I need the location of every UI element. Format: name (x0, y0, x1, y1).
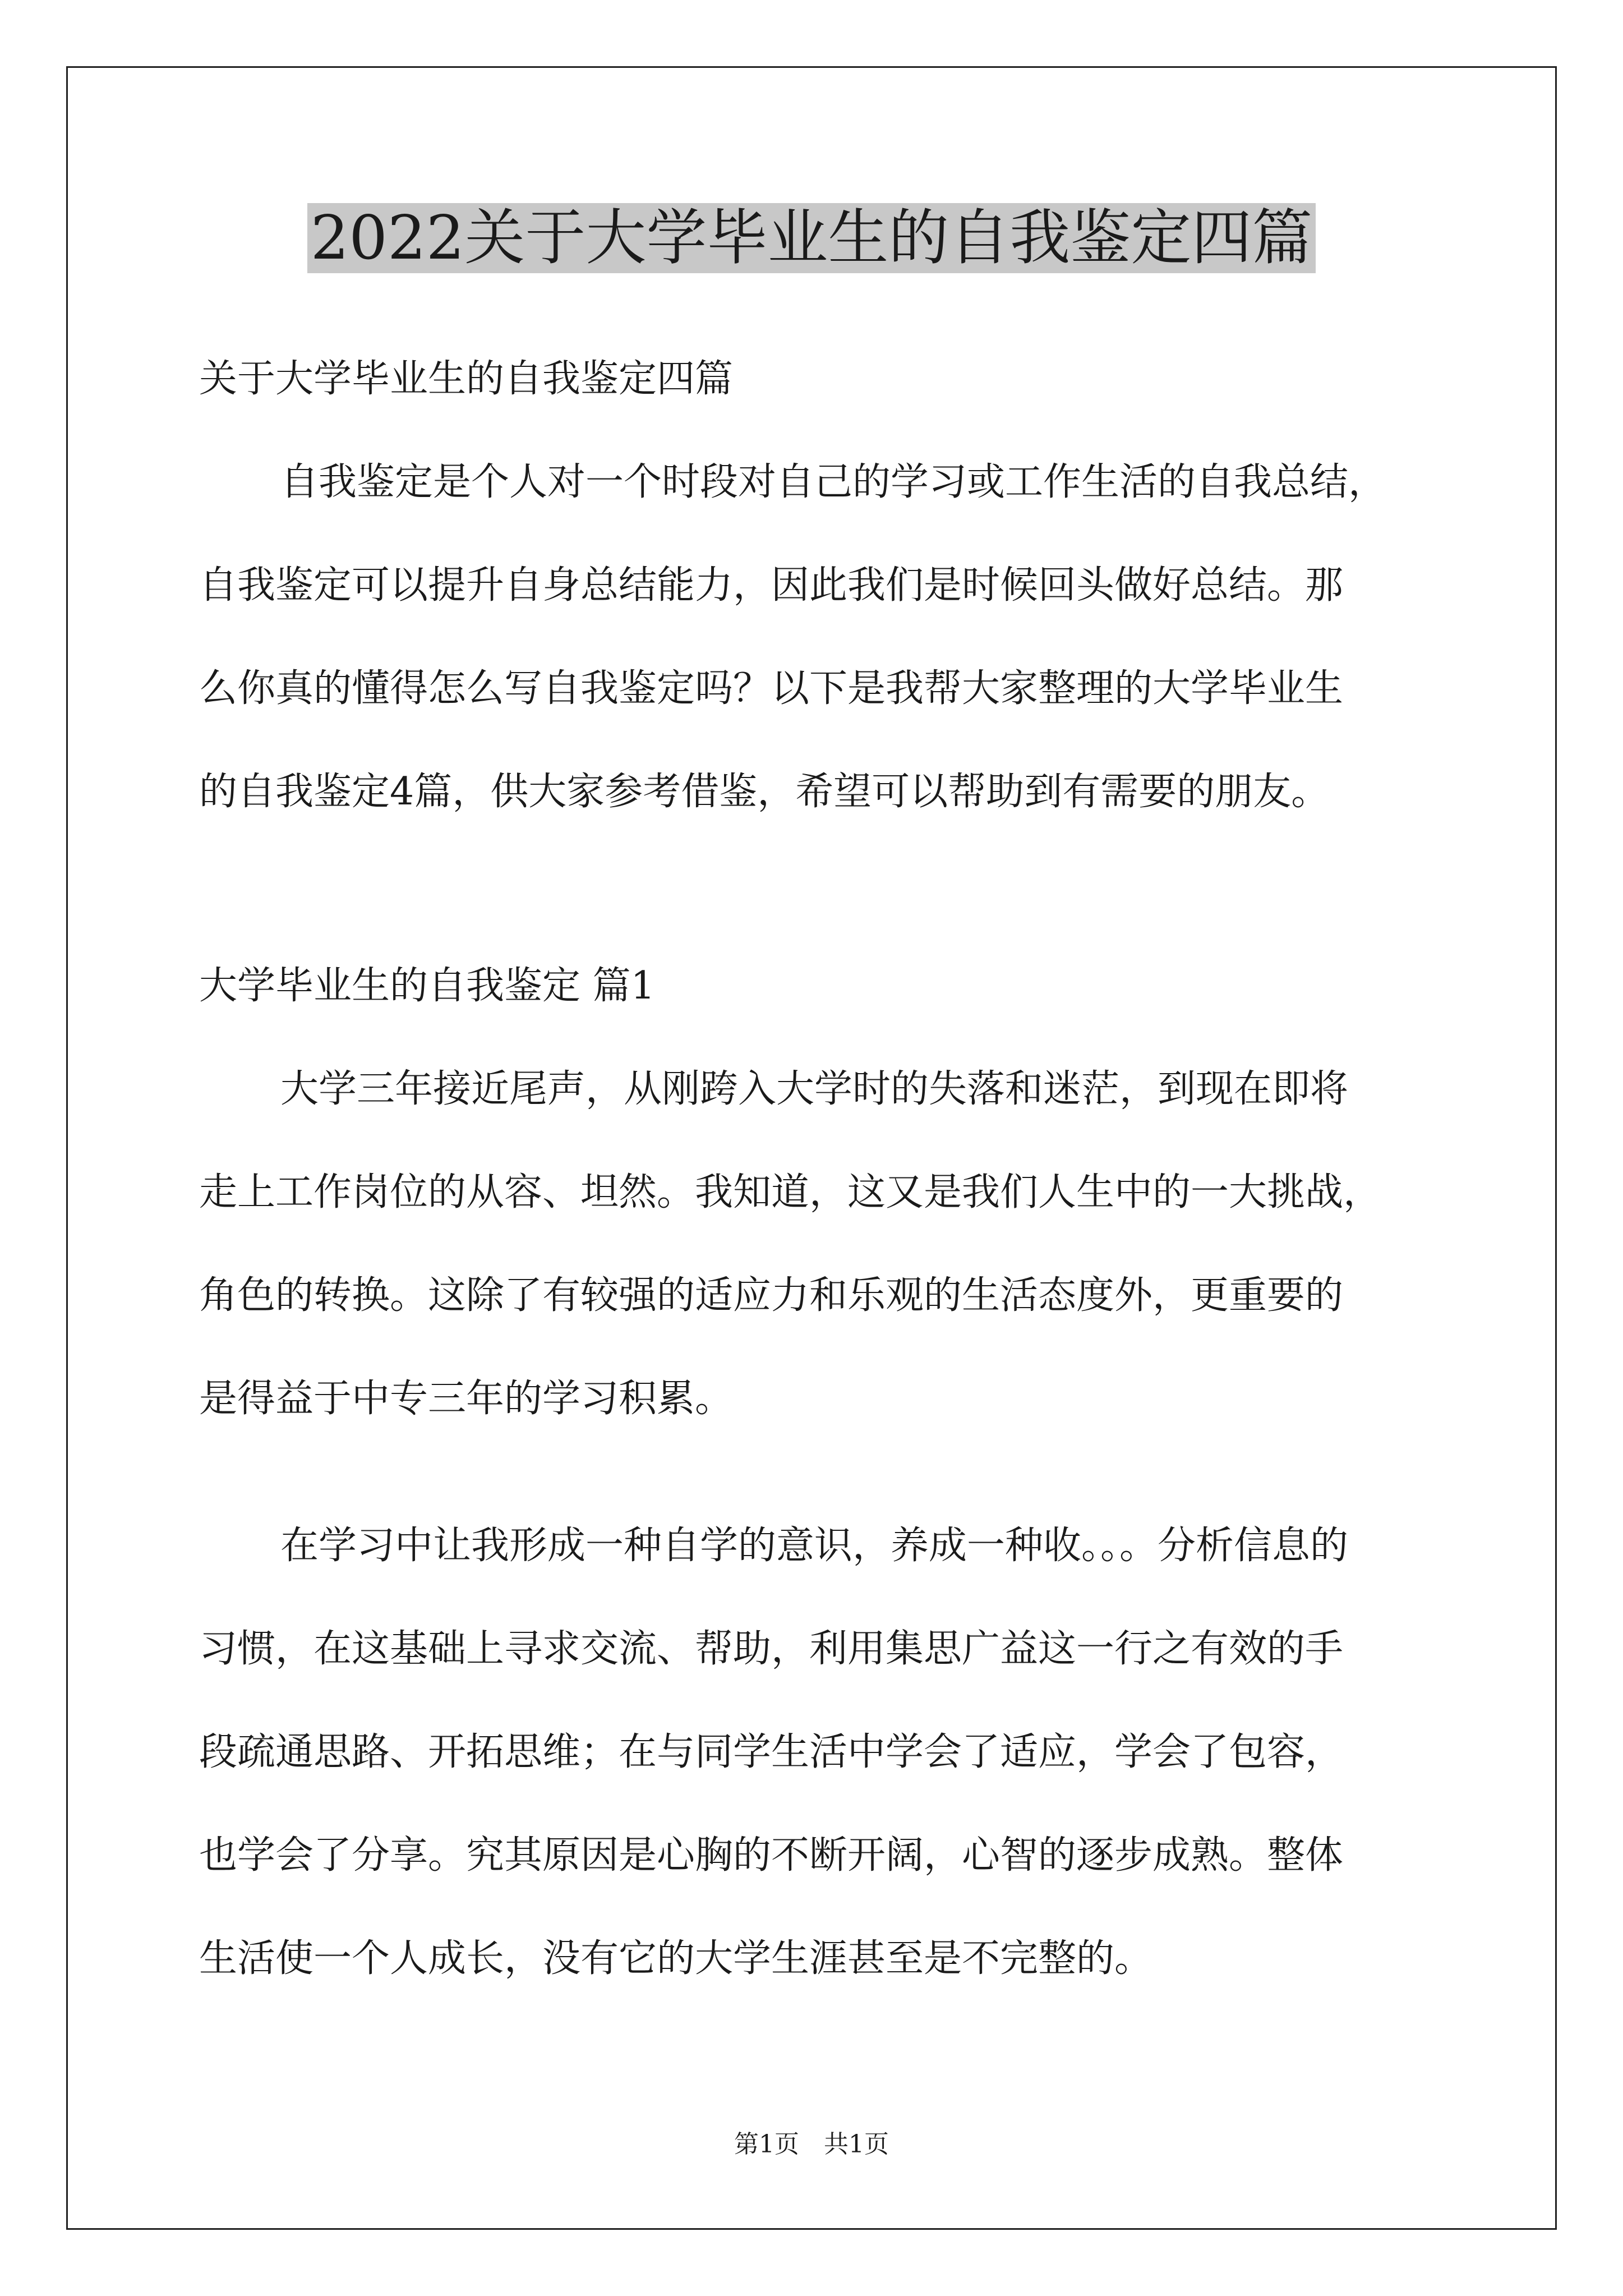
paragraph2-line-2: 习惯，在这基础上寻求交流、帮助，利用集思广益这一行之有效的手 (199, 1627, 1344, 1671)
document-title-text: 2022关于大学毕业生的自我鉴定四篇 (307, 203, 1316, 273)
paragraph2-line-5: 生活使一个人成长，没有它的大学生涯甚至是不完整的。 (199, 1936, 1153, 1981)
document-subtitle: 关于大学毕业生的自我鉴定四篇 (199, 357, 734, 401)
section-heading: 大学毕业生的自我鉴定 篇1 (199, 964, 655, 1008)
paragraph2-line-4: 也学会了分享。究其原因是心胸的不断开阔，心智的逐步成熟。整体 (199, 1833, 1344, 1878)
paragraph1-line-4: 是得益于中专三年的学习积累。 (199, 1377, 734, 1421)
paragraph2-line-3: 段疏通思路、开拓思维；在与同学生活中学会了适应，学会了包容， (199, 1730, 1344, 1774)
paragraph1-line-1: 大学三年接近尾声，从刚跨入大学时的失落和迷茫，到现在即将 (280, 1067, 1349, 1111)
paragraph1-line-2: 走上工作岗位的从容、坦然。我知道，这又是我们人生中的一大挑战， (199, 1170, 1382, 1214)
intro-line-2: 自我鉴定可以提升自身总结能力，因此我们是时候回头做好总结。那 (199, 563, 1344, 608)
paragraph1-line-3: 角色的转换。这除了有较强的适应力和乐观的生活态度外，更重要的 (199, 1273, 1344, 1318)
page-footer: 第1页 共1页 (734, 2130, 889, 2159)
document-title (0, 202, 1623, 275)
intro-line-4: 的自我鉴定4篇，供大家参考借鉴，希望可以帮助到有需要的朋友。 (199, 770, 1330, 814)
intro-line-1: 自我鉴定是个人对一个时段对自己的学习或工作生活的自我总结， (280, 460, 1387, 504)
intro-line-3: 么你真的懂得怎么写自我鉴定吗？以下是我帮大家整理的大学毕业生 (199, 666, 1344, 711)
paragraph2-line-1: 在学习中让我形成一种自学的意识，养成一种收。。。分析信息的 (280, 1524, 1349, 1568)
